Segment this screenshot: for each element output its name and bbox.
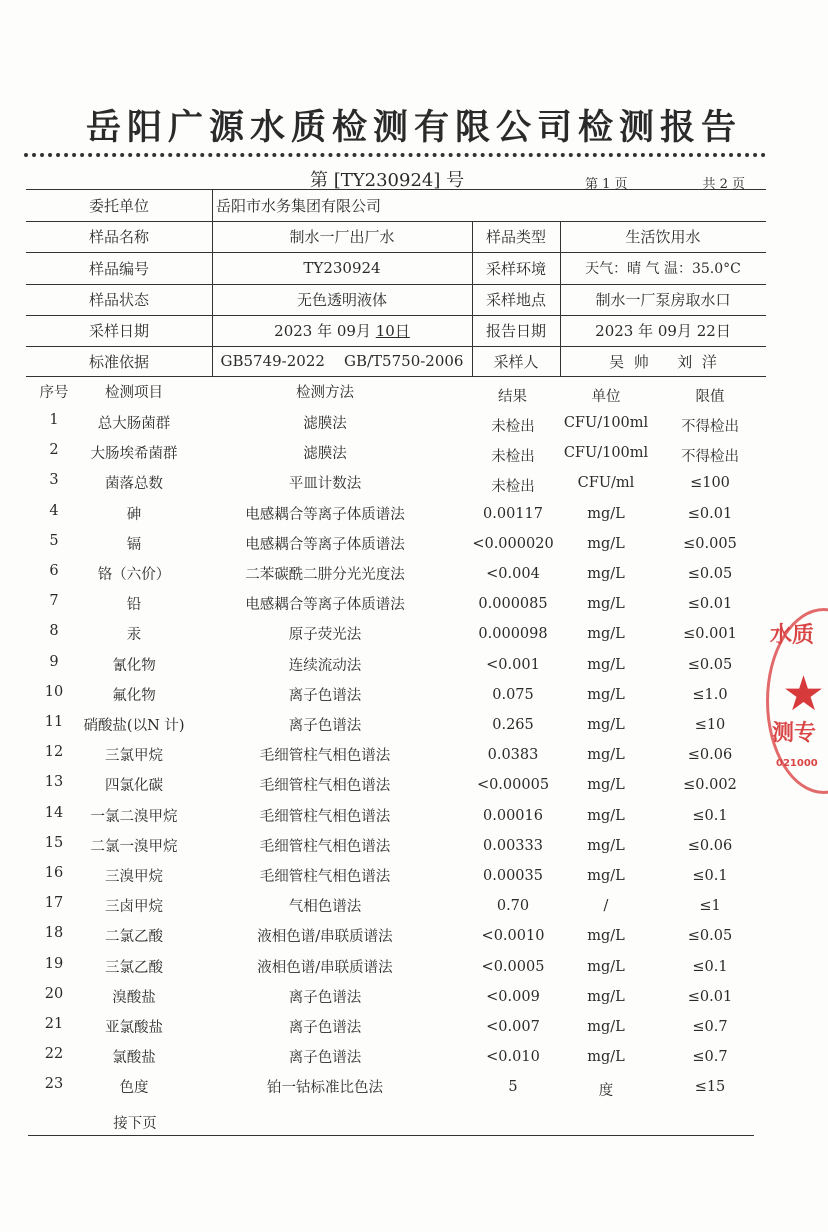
sampler-label: 采样人 <box>493 352 539 371</box>
row-limit: ≤0.06 <box>687 837 733 854</box>
row-item: 三氯甲烷 <box>105 748 163 765</box>
row-item: 亚氯酸盐 <box>105 1020 163 1036</box>
row-limit: 不得检出 <box>681 419 739 435</box>
row-method: 离子色谱法 <box>288 1050 362 1067</box>
status-label: 样品状态 <box>88 291 149 309</box>
row-result: <0.00005 <box>476 777 550 794</box>
row-no: 17 <box>44 895 64 912</box>
row-item: 菌落总数 <box>105 476 163 493</box>
row-no: 21 <box>44 1016 64 1032</box>
row-no: 10 <box>44 683 64 700</box>
header-limit: 限值 <box>695 389 725 405</box>
row-no: 2 <box>49 442 59 459</box>
row-unit: CFU/ml <box>577 475 635 492</box>
row-limit: ≤1.0 <box>692 686 728 703</box>
row-unit: 度 <box>598 1083 614 1100</box>
row-limit: ≤0.01 <box>687 505 733 522</box>
row-unit: mg/L <box>587 596 625 613</box>
header-no: 序号 <box>39 385 69 401</box>
row-method: 气相色谱法 <box>288 899 362 916</box>
row-unit: mg/L <box>587 837 625 854</box>
row-result: <0.004 <box>486 566 540 582</box>
row-limit: 不得检出 <box>681 449 739 466</box>
row-item: 二氯乙酸 <box>105 929 163 946</box>
row-unit: mg/L <box>587 535 625 552</box>
row-no: 12 <box>44 744 64 761</box>
sampler-value: 吴 帅 刘 洋 <box>609 352 717 371</box>
row-limit: ≤0.1 <box>692 868 728 884</box>
row-result: <0.0005 <box>481 958 545 975</box>
report-date-label: 报告日期 <box>485 322 546 340</box>
header-method: 检测方法 <box>296 385 354 401</box>
row-method: 离子色谱法 <box>288 718 362 734</box>
row-method: 离子色谱法 <box>288 687 362 704</box>
row-item: 硝酸盐(以N 计) <box>83 718 185 734</box>
row-no: 16 <box>44 865 64 881</box>
row-unit: mg/L <box>587 868 625 884</box>
row-method: 毛细管柱气相色谱法 <box>259 748 391 765</box>
row-method: 连续流动法 <box>288 657 362 674</box>
row-no: 6 <box>49 563 59 579</box>
row-result: <0.009 <box>486 988 540 1005</box>
row-item: 镉 <box>126 536 142 553</box>
row-item: 氟化物 <box>112 687 156 704</box>
row-limit: ≤0.1 <box>692 807 728 824</box>
row-method: 离子色谱法 <box>288 989 362 1006</box>
row-no: 14 <box>44 804 64 821</box>
row-limit: ≤1 <box>699 898 721 915</box>
row-unit: mg/L <box>587 958 625 975</box>
page-current: 第 1 页 <box>585 177 628 192</box>
row-method: 电感耦合等离子体质谱法 <box>245 536 405 553</box>
row-result: 5 <box>508 1079 518 1096</box>
report-number: 第 [TY230924] 号 <box>310 170 465 191</box>
row-limit: ≤0.7 <box>692 1049 728 1066</box>
header-item: 检测项目 <box>105 385 163 401</box>
header-result: 结果 <box>498 389 527 405</box>
sample-name-label: 样品名称 <box>88 228 149 246</box>
row-method: 离子色谱法 <box>288 1020 362 1036</box>
row-limit: ≤0.01 <box>687 596 733 613</box>
location-label: 采样地点 <box>485 291 546 309</box>
row-limit: ≤0.01 <box>687 988 733 1005</box>
row-method: 原子荧光法 <box>288 627 362 644</box>
row-no: 8 <box>49 623 59 640</box>
sample-type-label: 样品类型 <box>485 228 546 246</box>
row-unit: mg/L <box>587 626 625 643</box>
table-bottom-line <box>28 1135 754 1136</box>
row-result: 未检出 <box>491 419 535 435</box>
row-method: 平皿计数法 <box>288 476 362 493</box>
row-method: 液相色谱/串联质谱法 <box>257 929 393 946</box>
row-result: 0.00117 <box>483 505 543 522</box>
row-item: 二氯一溴甲烷 <box>90 838 178 855</box>
row-unit: mg/L <box>587 505 625 522</box>
row-method: 毛细管柱气相色谱法 <box>259 869 391 885</box>
row-limit: ≤0.005 <box>683 535 737 552</box>
row-unit: mg/L <box>587 656 625 673</box>
row-limit: ≤0.06 <box>687 747 733 764</box>
row-result: 0.00016 <box>483 807 543 824</box>
row-method: 电感耦合等离子体质谱法 <box>245 597 405 614</box>
row-unit: mg/L <box>587 747 625 764</box>
row-result: 0.075 <box>492 686 534 703</box>
row-limit: ≤100 <box>690 475 730 492</box>
row-result: 0.00333 <box>483 837 543 854</box>
row-item: 三卤甲烷 <box>105 899 163 916</box>
row-item: 四氯化碳 <box>105 778 163 795</box>
row-unit: CFU/100ml <box>563 415 649 431</box>
env-label: 采样环境 <box>485 259 546 278</box>
row-method: 铂一钴标准比色法 <box>267 1080 383 1097</box>
row-item: 汞 <box>126 627 142 644</box>
row-item: 一氯二溴甲烷 <box>90 808 178 825</box>
row-limit: ≤0.05 <box>687 566 733 582</box>
row-result: <0.010 <box>486 1049 540 1066</box>
row-no: 22 <box>44 1046 64 1063</box>
row-result: 未检出 <box>491 449 535 466</box>
row-unit: CFU/100ml <box>563 445 649 462</box>
row-item: 铅 <box>126 597 142 614</box>
sample-date-prefix: 2023 年 09月 <box>274 322 376 340</box>
env-value: 天气：晴 气 温：35.0°C <box>585 261 741 277</box>
row-unit: / <box>603 898 609 915</box>
row-limit: ≤0.002 <box>683 777 737 794</box>
row-unit: mg/L <box>587 1019 625 1035</box>
row-unit: mg/L <box>587 928 625 945</box>
sample-name-value: 制水一厂出厂水 <box>289 228 395 246</box>
row-limit: ≤0.1 <box>692 958 728 975</box>
row-unit: mg/L <box>587 988 625 1005</box>
row-no: 5 <box>49 532 59 549</box>
row-limit: ≤0.05 <box>687 656 733 673</box>
standard-value: GB5749-2022 GB/T5750-2006 <box>220 352 464 370</box>
row-item: 氰化物 <box>112 657 156 674</box>
row-limit: ≤0.05 <box>687 928 733 945</box>
row-no: 19 <box>44 955 64 972</box>
location-value: 制水一厂泵房取水口 <box>595 291 731 309</box>
row-unit: mg/L <box>587 717 625 733</box>
row-method: 滤膜法 <box>303 416 347 432</box>
row-method: 滤膜法 <box>303 446 347 463</box>
row-result: 0.000098 <box>478 626 548 643</box>
client-label: 委托单位 <box>88 196 149 215</box>
row-result: <0.001 <box>486 656 540 673</box>
row-item: 三氯乙酸 <box>105 959 163 976</box>
row-result: <0.007 <box>486 1019 540 1035</box>
row-result: 0.0383 <box>487 747 539 764</box>
report-title: 岳阳广源水质检测有限公司检测报告 <box>85 108 742 148</box>
row-item: 溴酸盐 <box>112 989 156 1006</box>
standard-label: 标准依据 <box>88 352 149 371</box>
status-value: 无色透明液体 <box>296 291 387 309</box>
row-no: 4 <box>49 502 59 519</box>
row-item: 大肠埃希菌群 <box>90 446 178 463</box>
row-item: 铬（六价） <box>97 567 171 583</box>
row-item: 砷 <box>126 506 142 523</box>
sample-no-label: 样品编号 <box>88 259 149 278</box>
stamp-text-mid: 测专 <box>772 721 817 746</box>
row-result: 0.265 <box>492 717 534 733</box>
row-unit: mg/L <box>587 777 625 794</box>
row-limit: ≤15 <box>694 1079 726 1096</box>
row-item: 三溴甲烷 <box>105 869 163 885</box>
row-method: 毛细管柱气相色谱法 <box>259 838 391 855</box>
row-no: 9 <box>49 653 59 670</box>
row-item: 总大肠菌群 <box>97 416 171 432</box>
row-result: <0.000020 <box>472 535 554 552</box>
row-no: 15 <box>44 834 64 851</box>
stamp-text-num: 021000 <box>776 758 818 769</box>
row-result: 0.00035 <box>483 868 543 884</box>
row-unit: mg/L <box>587 1049 625 1066</box>
row-method: 液相色谱/串联质谱法 <box>257 959 393 976</box>
row-no: 3 <box>49 472 59 489</box>
client-value: 岳阳市水务集团有限公司 <box>216 196 382 215</box>
row-item: 氯酸盐 <box>112 1050 156 1067</box>
row-no: 13 <box>44 774 64 791</box>
sample-no-value: TY230924 <box>303 259 381 277</box>
row-method: 毛细管柱气相色谱法 <box>259 778 391 795</box>
row-unit: mg/L <box>587 686 625 703</box>
row-no: 1 <box>49 412 59 428</box>
row-method: 二苯碳酰二肼分光光度法 <box>245 567 405 583</box>
row-result: 未检出 <box>491 479 535 496</box>
continued-note: 接下页 <box>113 1116 157 1132</box>
sample-date-day: 10日 <box>375 322 410 340</box>
sample-type-value: 生活饮用水 <box>625 228 701 246</box>
row-method: 电感耦合等离子体质谱法 <box>245 506 405 523</box>
report-date-value: 2023 年 09月 22日 <box>595 322 731 340</box>
row-result: <0.0010 <box>481 928 545 945</box>
row-limit: ≤0.001 <box>683 626 737 643</box>
row-no: 20 <box>44 985 64 1002</box>
page-total: 共 2 页 <box>702 177 745 192</box>
row-no: 11 <box>44 714 64 730</box>
row-limit: ≤10 <box>694 717 726 733</box>
row-unit: mg/L <box>587 566 625 582</box>
row-unit: mg/L <box>587 807 625 824</box>
stamp-star-icon: ★ <box>782 666 826 722</box>
header-unit: 单位 <box>591 389 621 405</box>
row-limit: ≤0.7 <box>692 1019 728 1035</box>
row-item: 色度 <box>119 1080 149 1097</box>
row-result: 0.000085 <box>478 596 548 613</box>
stamp-text-top: 水质 <box>770 623 815 648</box>
row-method: 毛细管柱气相色谱法 <box>259 808 391 825</box>
row-no: 18 <box>44 925 64 942</box>
row-no: 23 <box>44 1076 64 1093</box>
row-no: 7 <box>49 593 59 610</box>
row-result: 0.70 <box>496 898 530 915</box>
sample-date-label: 采样日期 <box>88 322 149 340</box>
